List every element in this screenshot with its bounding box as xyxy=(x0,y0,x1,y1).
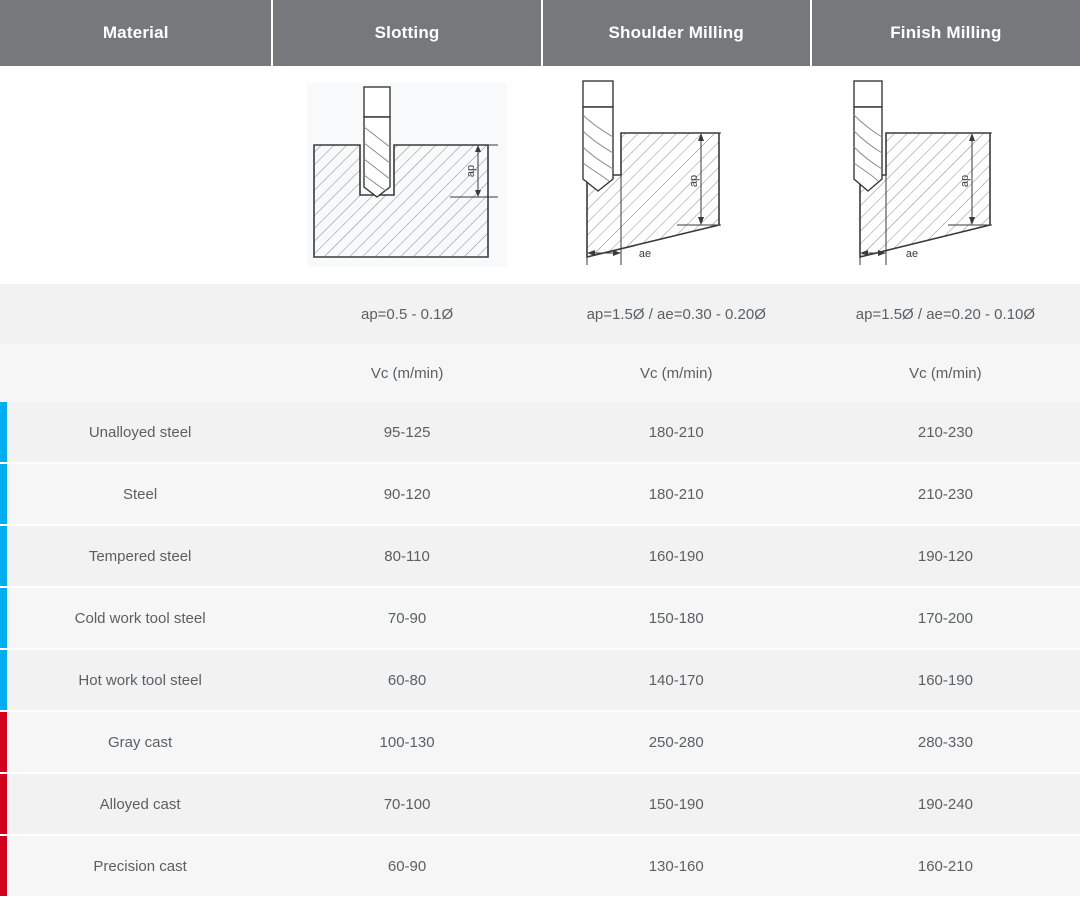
spec-row xyxy=(0,284,1080,344)
table-row xyxy=(0,525,1080,587)
illustration-empty-cell xyxy=(0,66,272,284)
spec-shoulder: ap=1.5Ø / ae=0.30 - 0.20Ø xyxy=(542,284,811,344)
cell-slotting: 70-100 xyxy=(272,773,541,835)
cell-finish: 190-120 xyxy=(811,525,1080,587)
table-row xyxy=(0,402,1080,463)
cell-slotting: 90-120 xyxy=(272,463,541,525)
header-shoulder-milling: Shoulder Milling xyxy=(542,0,811,66)
row-accent xyxy=(0,525,8,587)
cell-shoulder: 150-190 xyxy=(542,773,811,835)
table-row xyxy=(0,711,1080,773)
cell-material: Cold work tool steel xyxy=(8,587,273,649)
spec-empty-cell xyxy=(0,284,272,344)
cell-slotting: 70-90 xyxy=(272,587,541,649)
cell-finish: 210-230 xyxy=(811,463,1080,525)
cell-slotting: 60-90 xyxy=(272,835,541,897)
cell-shoulder: 160-190 xyxy=(542,525,811,587)
cell-shoulder: 140-170 xyxy=(542,649,811,711)
illustration-row xyxy=(0,66,1080,284)
header-material: Material xyxy=(0,0,272,66)
row-accent xyxy=(0,773,8,835)
cell-slotting: 95-125 xyxy=(272,402,541,463)
unit-shoulder: Vc (m/min) xyxy=(542,344,811,402)
cell-shoulder: 180-210 xyxy=(542,463,811,525)
finish-ae-label: ae xyxy=(905,248,919,260)
finish-ap-label: ap xyxy=(958,174,971,188)
header-slotting: Slotting xyxy=(272,0,541,66)
cell-material: Hot work tool steel xyxy=(8,649,273,711)
illustration-finish-cell xyxy=(811,66,1080,284)
row-accent xyxy=(0,463,8,525)
cell-finish: 280-330 xyxy=(811,711,1080,773)
table-row xyxy=(0,773,1080,835)
cell-finish: 170-200 xyxy=(811,587,1080,649)
accent-bar xyxy=(0,650,7,710)
shoulder-ap-label: ap xyxy=(687,174,700,188)
cell-shoulder: 180-210 xyxy=(542,402,811,463)
slotting-ap-label: ap xyxy=(465,164,478,178)
cell-slotting: 80-110 xyxy=(272,525,541,587)
illustration-shoulder-cell xyxy=(542,66,811,284)
cell-slotting: 100-130 xyxy=(272,711,541,773)
header-finish-milling: Finish Milling xyxy=(811,0,1080,66)
table-row xyxy=(0,649,1080,711)
accent-bar xyxy=(0,464,7,524)
illustration-slotting-cell xyxy=(272,66,541,284)
unit-slotting: Vc (m/min) xyxy=(272,344,541,402)
cell-shoulder: 130-160 xyxy=(542,835,811,897)
table-row xyxy=(0,835,1080,897)
cell-material: Tempered steel xyxy=(8,525,273,587)
cell-shoulder: 250-280 xyxy=(542,711,811,773)
unit-row xyxy=(0,344,1080,402)
shoulder-milling-diagram-icon xyxy=(569,75,784,275)
accent-bar xyxy=(0,402,7,462)
accent-bar xyxy=(0,588,7,648)
table-row xyxy=(0,463,1080,525)
shoulder-ae-label: ae xyxy=(638,248,651,260)
cell-slotting: 60-80 xyxy=(272,649,541,711)
table-row xyxy=(0,587,1080,649)
cell-finish: 190-240 xyxy=(811,773,1080,835)
spec-finish: ap=1.5Ø / ae=0.20 - 0.10Ø xyxy=(811,284,1080,344)
cell-material: Unalloyed steel xyxy=(8,402,273,463)
row-accent xyxy=(0,587,8,649)
unit-finish: Vc (m/min) xyxy=(811,344,1080,402)
cell-finish: 160-190 xyxy=(811,649,1080,711)
finish-milling-diagram-icon xyxy=(838,75,1053,275)
accent-bar xyxy=(0,526,7,586)
cell-material: Steel xyxy=(8,463,273,525)
cell-finish: 210-230 xyxy=(811,402,1080,463)
cell-material: Gray cast xyxy=(8,711,273,773)
accent-bar xyxy=(0,836,7,896)
table-header-row xyxy=(0,0,1080,66)
slotting-diagram-icon xyxy=(302,75,512,275)
cell-shoulder: 150-180 xyxy=(542,587,811,649)
unit-empty-cell xyxy=(0,344,272,402)
cell-material: Alloyed cast xyxy=(8,773,273,835)
row-accent xyxy=(0,649,8,711)
row-accent xyxy=(0,402,8,463)
spec-slotting: ap=0.5 - 0.1Ø xyxy=(272,284,541,344)
cell-finish: 160-210 xyxy=(811,835,1080,897)
accent-bar xyxy=(0,774,7,834)
row-accent xyxy=(0,835,8,897)
cell-material: Precision cast xyxy=(8,835,273,897)
accent-bar xyxy=(0,712,7,772)
row-accent xyxy=(0,711,8,773)
